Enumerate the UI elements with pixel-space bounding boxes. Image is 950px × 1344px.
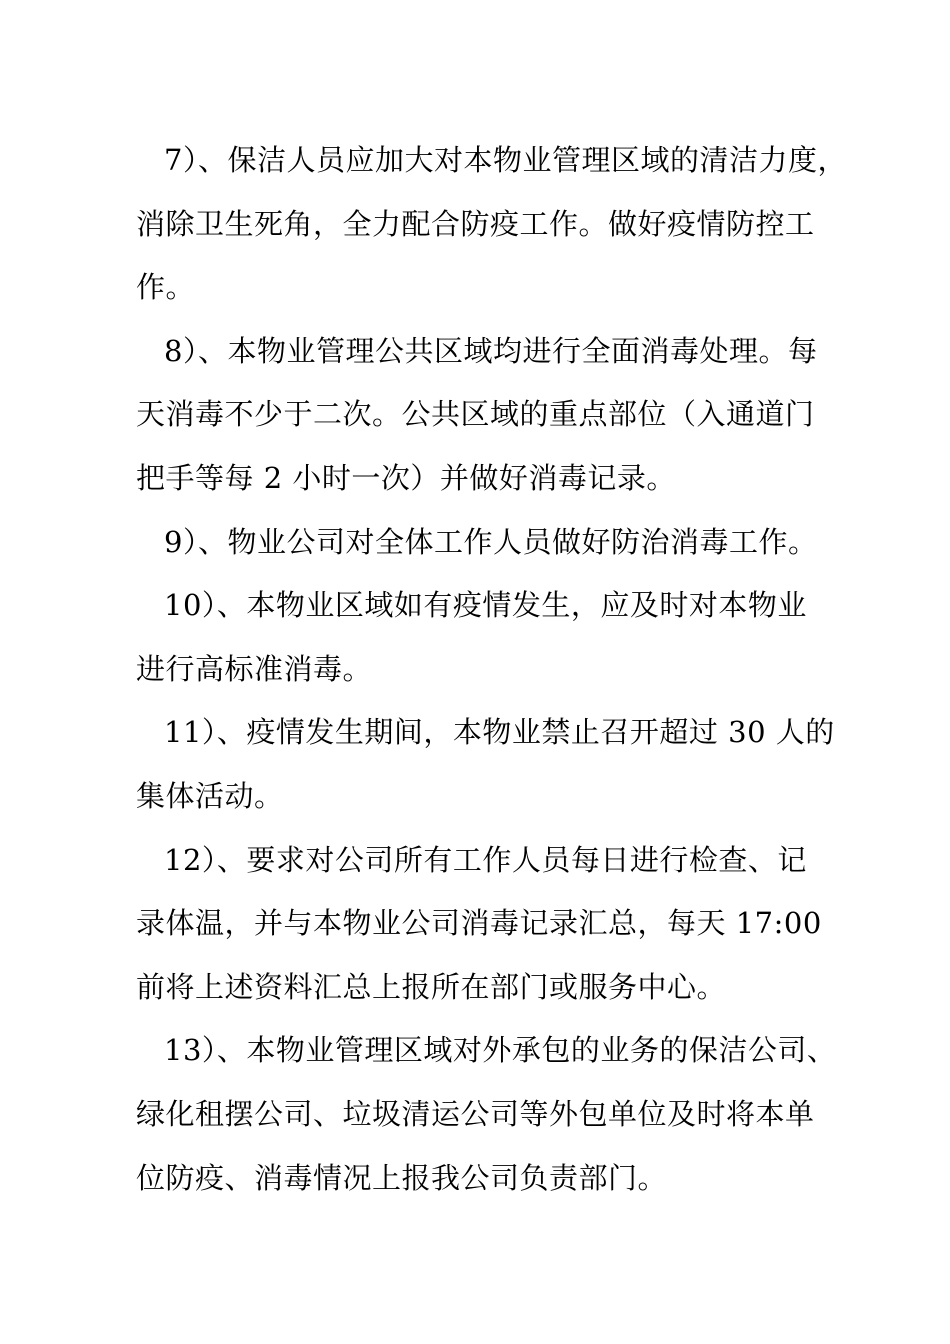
- paragraph-line: 11）、疫情发生期间，本物业禁止召开超过 30 人的: [164, 715, 835, 750]
- paragraph-8: [136, 331, 836, 522]
- paragraph-line: 录体温，并与本物业公司消毒记录汇总，每天 17:00: [136, 906, 822, 941]
- paragraph-line: 天消毒不少于二次。公共区域的重点部位（入通道门: [136, 397, 815, 432]
- paragraph-7: [136, 140, 847, 331]
- paragraph-line: 8）、本物业管理公共区域均进行全面消毒处理。每: [164, 333, 818, 368]
- paragraph-line: 集体活动。: [136, 778, 284, 813]
- paragraph-10: [136, 585, 836, 712]
- paragraph-12: [136, 840, 836, 1031]
- paragraph-line: 13）、本物业管理区域对外承包的业务的保洁公司、: [164, 1033, 837, 1068]
- paragraph-line: 前将上述资料汇总上报所在部门或服务中心。: [136, 969, 727, 1004]
- paragraph-9: [136, 522, 836, 586]
- paragraph-line: 把手等每 2 小时一次）并做好消毒记录。: [136, 460, 676, 495]
- paragraph-line: 10）、本物业区域如有疫情发生，应及时对本物业: [164, 588, 807, 623]
- paragraph-line: 消除卫生死角，全力配合防疫工作。做好疫情防控工: [136, 206, 815, 241]
- paragraph-13: [136, 1030, 836, 1221]
- paragraph-11: [136, 712, 836, 839]
- paragraph-line: 作。: [136, 270, 196, 305]
- paragraph-line: 绿化租摆公司、垃圾清运公司等外包单位及时将本单: [136, 1096, 815, 1131]
- paragraph-line: 12）、要求对公司所有工作人员每日进行检查、记: [164, 842, 807, 877]
- paragraph-line: 进行高标准消毒。: [136, 651, 373, 686]
- paragraph-line: 位防疫、消毒情况上报我公司负责部门。: [136, 1160, 668, 1195]
- paragraph-line: 7）、保洁人员应加大对本物业管理区域的清洁力度，: [164, 143, 847, 177]
- paragraph-line: 9）、物业公司对全体工作人员做好防治消毒工作。: [164, 524, 818, 559]
- document-body: [136, 140, 847, 1221]
